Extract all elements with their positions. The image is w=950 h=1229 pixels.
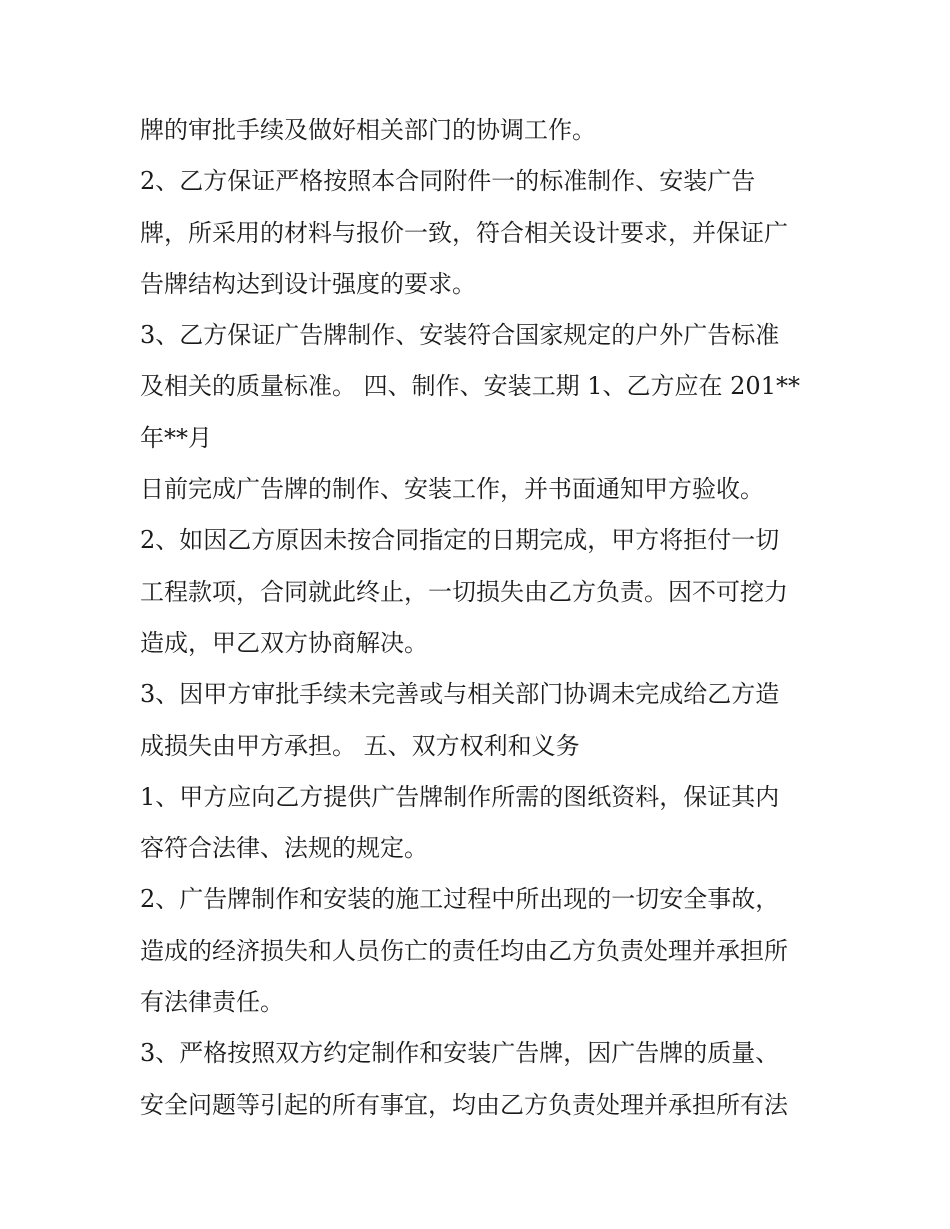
text-line: 容符合法律、法规的规定。: [140, 834, 428, 863]
text-line: 3、严格按照双方约定制作和安装广告牌，因广告牌的质量、: [140, 1039, 780, 1068]
text-line: 3、因甲方审批手续未完善或与相关部门协调未完成给乙方造: [140, 680, 780, 709]
text-line: 3、乙方保证广告牌制作、安装符合国家规定的户外广告标准: [140, 321, 780, 350]
text-line: 造成的经济损失和人员伤亡的责任均由乙方负责处理并承担所: [140, 936, 788, 965]
text-line: 日前完成广告牌的制作、安装工作，并书面通知甲方验收。: [140, 475, 764, 504]
text-line: 2、乙方保证严格按照本合同附件一的标准制作、安装广告: [140, 167, 756, 196]
text-line: 造成，甲乙双方协商解决。: [140, 628, 428, 657]
text-line: 牌的审批手续及做好相关部门的协调工作。: [140, 116, 596, 144]
text-line: 工程款项，合同就此终止，一切损失由乙方负责。因不可挖力: [140, 577, 788, 606]
text-line: 2、如因乙方原因未按合同指定的日期完成，甲方将拒付一切: [140, 526, 780, 555]
text-line: 2、广告牌制作和安装的施工过程中所出现的一切安全事故，: [140, 885, 780, 914]
text-line: 有法律责任。: [140, 988, 284, 1017]
text-line: 1、甲方应向乙方提供广告牌制作所需的图纸资料，保证其内: [140, 782, 780, 811]
text-line: 年**月: [140, 423, 212, 452]
text-line: 安全问题等引起的所有事宜，均由乙方负责处理并承担所有法: [140, 1090, 788, 1119]
text-line: 牌，所采用的材料与报价一致，符合相关设计要求，并保证广: [140, 218, 788, 247]
text-line: 成损失由甲方承担。 五、双方权利和义务: [140, 731, 580, 760]
document-body: [140, 105, 820, 1131]
text-line: 及相关的质量标准。 四、制作、安装工期 1、乙方应在 201**: [140, 372, 800, 401]
text-line: 告牌结构达到设计强度的要求。: [140, 269, 476, 298]
